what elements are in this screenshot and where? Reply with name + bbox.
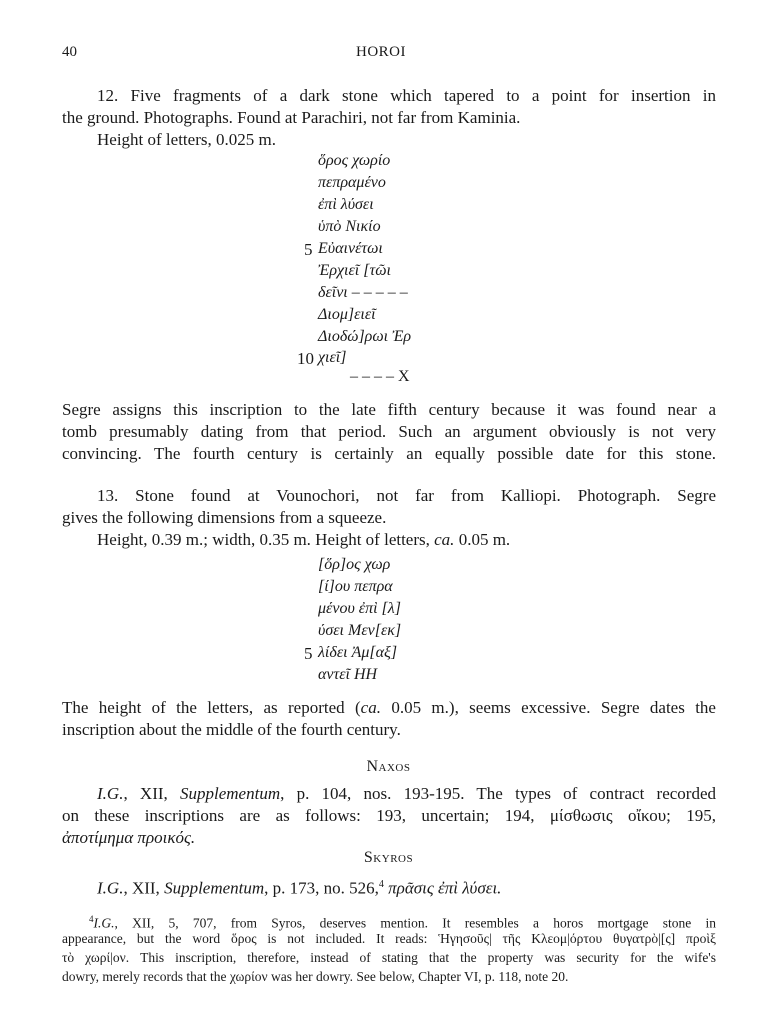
skyros-line: I.G., XII, Supplementum, p. 173, no. 526,$^4$ πρᾶσις ἐπὶ λύσει. — [97, 878, 502, 898]
inscription-line: Εὐαινέτωι — [318, 240, 383, 257]
footnote-line-2: appearance, but the word ὅρος is not included. It reads: Ἡγησοῦς| τῆς Κλεομ|όρτου θυγατρὸ|[ς] προὶξ — [62, 931, 716, 946]
inscription-line: αντεῖ ΗΗ — [318, 666, 378, 683]
inscription-line: πεπραμένο — [318, 174, 386, 191]
para12-line-1: Segre assigns this inscription to the late fifth century because it was found near a — [62, 400, 716, 419]
naxos-line-3: ἀποτίμημα προικός. — [62, 828, 196, 847]
section-heading-naxos: Naxos — [366, 758, 411, 775]
entry12-line-1: 12. Five fragments of a dark stone which tapered to a point for insertion in — [97, 86, 716, 105]
footnote-line-4: dowry, merely records that the χωρίον was her dowry. See below, Chapter VI, p. 118, note 20. — [62, 969, 569, 984]
inscription-line: ἐπὶ λύσει — [318, 196, 374, 213]
entry12-line-2: the ground. Photographs. Found at Parachiri, not far from Kaminia. — [62, 108, 521, 127]
footnote-line-1: $^4$I.G., XII, 5, 707, from Syros, deserves mention. It resembles a horos mortgage stone in — [89, 914, 716, 931]
entry13-line-1: 13. Stone found at Vounochori, not far from Kalliopi. Photograph. Segre — [97, 486, 716, 505]
line-number: 5 — [304, 644, 313, 663]
inscription-line: χιεῖ] — [318, 349, 347, 366]
section-heading-skyros: Skyros — [363, 849, 414, 866]
entry13-dimensions: Height, 0.39 m.; width, 0.35 m. Height of letters, ca. 0.05 m. — [97, 530, 511, 549]
inscription-line: – – – – X — [350, 368, 410, 385]
footnote-line-3: τὸ χωρί|ον. This inscription, therefore, instead of stating that the property was security for the wife's — [62, 950, 716, 965]
inscription-line: Ἐρχιεῖ [τῶι — [318, 262, 391, 279]
para12-line-2: tomb presumably dating from that period. Such an argument obviously is not very — [62, 422, 716, 441]
inscription-line: ὑπὸ Νικίο — [318, 218, 381, 235]
inscription-line: μένου ἐπὶ [λ] — [318, 600, 401, 617]
para13-line-2: inscription about the middle of the fourth century. — [62, 720, 401, 739]
para12-line-3: convincing. The fourth century is certainly an equally possible date for this stone. — [62, 444, 716, 463]
naxos-line-2: on these inscriptions are as follows: 193, uncertain; 194, μίσθωσις οἴκου; 195, — [62, 806, 716, 825]
inscription-line: δεῖνι – – – – – — [318, 284, 408, 301]
inscription-line: [ὅρ]ος χωρ — [318, 556, 391, 573]
inscription-line: Διοδώ]ρωι Ἐρ — [318, 328, 412, 345]
naxos-line-1: I.G., XII, Supplementum, p. 104, nos. 193-195. The types of contract recorded — [97, 784, 716, 803]
inscription-line: ὅρος χωρίο — [318, 152, 391, 169]
inscription-line: ύσει Μεν[εκ] — [318, 622, 402, 639]
inscription-line: Διομ]ειεῖ — [318, 306, 376, 323]
footnote-ref[interactable]: 4 — [378, 879, 384, 890]
running-title: HOROI — [356, 44, 406, 60]
inscription-line: λίδει Ἀμ[αξ] — [318, 644, 398, 661]
page-number: 40 — [62, 44, 77, 60]
entry13-line-2: gives the following dimensions from a squeeze. — [62, 508, 387, 527]
line-number: 5 — [304, 240, 313, 259]
line-number: 10 — [297, 349, 314, 368]
footnote-marker: 4 — [89, 914, 94, 924]
inscription-line: [ί]ου πεπρα — [318, 578, 393, 595]
entry12-height-note: Height of letters, 0.025 m. — [97, 130, 276, 149]
para13-line-1: The height of the letters, as reported (ca. 0.05 m.), seems excessive. Segre dates the — [62, 698, 716, 717]
